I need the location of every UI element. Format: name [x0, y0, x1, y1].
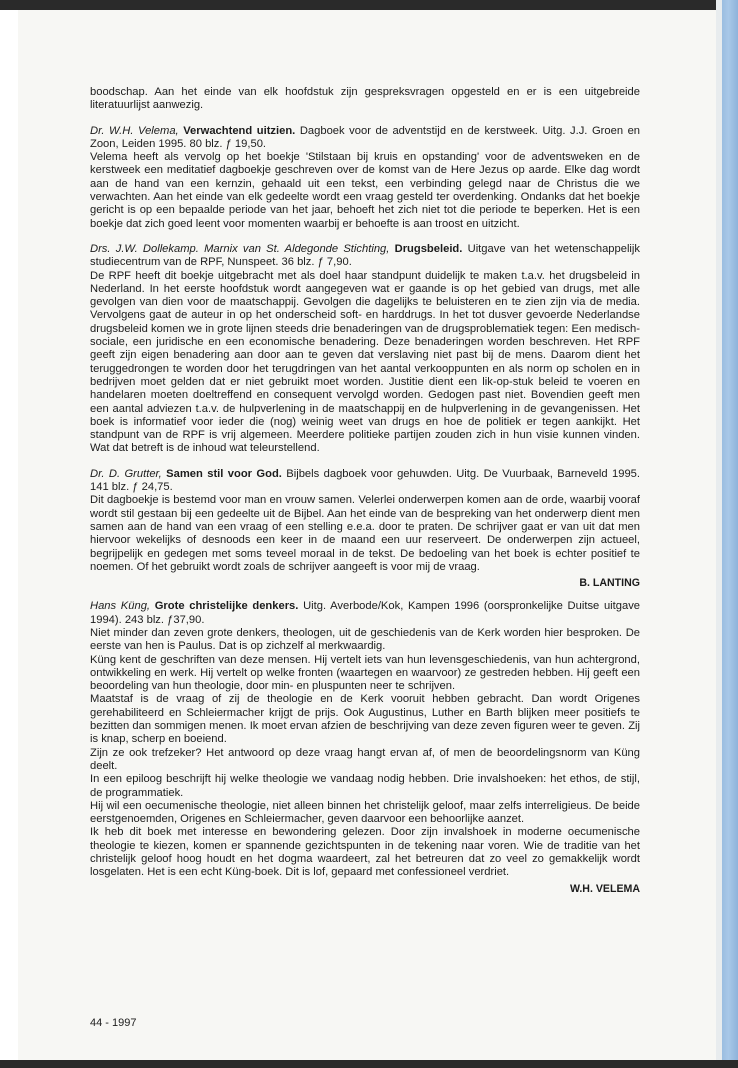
review-paragraph: In een epiloog beschrijft hij welke theologie we vandaag nodig hebben. Drie invalshoeken: het ethos, de stijl, de programmatiek. [90, 773, 640, 799]
review-publication-info: Dagboek voor de adventstijd en de kerstweek. Uitg. J.J. Groen en Zoon, Leiden 1995. 80 blz. ƒ 19,50. [90, 124, 641, 150]
review-title: Grote christelijke denkers. [154, 600, 299, 613]
review-author: Dr. W.H. Velema, [90, 124, 179, 137]
review-header [90, 125, 640, 152]
reviewer-signature: B. LANTING [579, 577, 640, 590]
review-author: Hans Küng, [90, 600, 151, 613]
review-author: Dr. D. Grutter, [90, 467, 162, 480]
page-footer: 44 - 1997 [90, 1017, 137, 1029]
review-paragraph: Maatstaf is de vraag of zij de theologie en de Kerk vooruit hebben gebracht. Dan wordt Origenes gerehabiliteerd en Schleiermacher krijgt de prijs. Ook Augustinus, Luther en Barth blijken meer positiefs te bezitten dan sommigen menen. Ik moet ervan afzien de beschrijving van deze zeven figuren weer te geven. Zij is knap, scherp en boeiend. [90, 693, 640, 746]
left-margin [0, 0, 18, 1068]
review-header [90, 600, 640, 627]
scan-top-edge [0, 0, 738, 10]
review-paragraph: Küng kent de geschriften van deze mensen. Hij vertelt iets van hun levensgeschiedenis, van hun achtergrond, ontwikkeling en werk. Hij vertelt op welke fronten (waartegen en waarvoor) ze gestreden hebben. Hij geeft een beoordeling van hun theologie, door min- en pluspunten neer te schrijven. [90, 653, 640, 693]
review-list [90, 125, 640, 896]
review-paragraph: Niet minder dan zeven grote denkers, theologen, uit de geschiedenis van de Kerk worden hier besproken. De eerste van hen is Paulus. Dat is op zichzelf al merkwaardig. [90, 626, 640, 653]
intro-block [90, 86, 640, 113]
review-publication-info: Uitgave van het wetenschappelijk studiecentrum van de RPF, Nunspeet. 36 blz. ƒ 7,90. [90, 242, 641, 269]
review-paragraph: Hij wil een oecumenische theologie, niet alleen binnen het christelijk geloof, maar zelfs interreligieus. De beide eerstgenoemden, Origenes en Schleiermacher, geven daarvoor een behoorlijke aanzet. [90, 799, 640, 826]
review-entry [90, 600, 640, 896]
review-publication-info: Bijbels dagboek voor gehuwden. Uitg. De Vuurbaak, Barneveld 1995. 141 blz. ƒ 24,75. [90, 467, 641, 494]
scan-right-strip [722, 0, 738, 1068]
review-entry [90, 125, 640, 231]
review-entry [90, 468, 640, 591]
review-title: Samen stil voor God. [166, 467, 282, 480]
page-content [90, 86, 640, 906]
review-author: Drs. J.W. Dollekamp. Marnix van St. Aldegonde Stichting, [90, 242, 390, 255]
review-header [90, 243, 640, 270]
intro-text: boodschap. Aan het einde van elk hoofdstuk zijn gespreksvragen opgesteld en er is een uitgebreide literatuurlijst aanwezig. [90, 86, 640, 112]
review-header [90, 468, 640, 495]
review-publication-info: Uitg. Averbode/Kok, Kampen 1996 (oorspronkelijke Duitse uitgave 1994). 243 blz. ƒ37,90. [90, 600, 641, 626]
review-paragraph: Ik heb dit boek met interesse en bewondering gelezen. Door zijn invalshoek in moderne oecumenische theologie te kiezen, komen er spannende gezichtspunten in de tekening naar voren. Wie de traditie van het christelijk geloof hoog houdt en het dogma waardeert, zal het betreuren dat zo veel zo gemakkelijk wordt losgelaten. Het is een echt Küng-boek. Dit is lof, gepaard met confessioneel verdriet. [90, 826, 640, 879]
review-paragraph: De RPF heeft dit boekje uitgebracht met als doel haar standpunt duidelijk te maken t.a.v. het drugsbeleid in Nederland. In het eerste hoofdstuk wordt aangegeven wat er gaande is op het gebied van drugs, met alle gevolgen van dien voor de maatschappij. Gevolgen die dagelijks te beluisteren en te zien zijn via de media. Vervolgens gaat de auteur in op het onderscheid soft- en harddrugs. In het tot dusver gevoerde Nederlandse drugsbeleid komen we in grote lijnen steeds drie benaderingen van de drugsproblematiek tegen: Een medisch-sociale, een juridische en een economische benadering. Deze benaderingen worden beschreven. Het RPF geeft zijn eigen benadering aan door aan te geven dat verslaving niet past bij de mens. Daarom dient het teruggedrongen te worden door het terugdringen van het aantal verkooppunten en als norm op scholen en in bedrijven moet gelden dat er niet gebruikt moet worden. Justitie dient een lik-op-stuk beleid te voeren en handelaren moeten doeltreffend en consequent vervolgd worden. Gedogen past niet. Bovendien geeft men een aantal adviezen t.a.v. de hulpverlening in de maatschappij en de hulpverlening in de gevangenissen. Het boek is informatief voor ieder die (nog) weinig weet van drugs en hoe de politiek er tegen aankijkt. Het standpunt van de RPF is vrij algemeen. Meerdere politieke partijen zouden zich in hun visie kunnen vinden. Wat dat betreft is de inhoud wat teleurstellend. [90, 269, 640, 455]
review-paragraph: Zijn ze ook trefzeker? Het antwoord op deze vraag hangt ervan af, of men de beoordelingsnorm van Küng deelt. [90, 746, 640, 772]
review-paragraph: Velema heeft als vervolg op het boekje 'Stilstaan bij kruis en opstanding' voor de adventsweken en de kerstweek een meditatief dagboekje geschreven over de komst van de Here Jezus op aarde. Elke dag wordt aan de hand van een kernzin, gehaald uit een tekst, een verbinding gelegd naar de Christus die we verwachten. Aan het einde van elk gedeelte wordt een vraag gesteld ter overdenking. Ondanks dat het boekje gericht is op een bepaalde periode van het jaar, behoeft het zich niet tot die periode te beperken. Het is een boekje dat zich goed leent voor momenten waarbij er behoefte is aan troost en uitzicht. [90, 151, 640, 230]
scan-bottom-edge [0, 1060, 738, 1068]
reviewer-signature: W.H. VELEMA [569, 882, 640, 895]
review-paragraph: Dit dagboekje is bestemd voor man en vrouw samen. Velerlei onderwerpen komen aan de orde, waarbij vooraf wordt stil gestaan bij een gedeelte uit de Bijbel. Aan het einde van de bespreking van het onderwerp dient men samen aan de hand van een vraag of een stelling e.e.a. door te praten. De schrijver gaat er van uit dat men hiervoor wekelijks of desnoods een keer in de maand een uur reserveert. De onderwerpen zijn actueel, begrijpelijk en gedegen met soms teveel moraal in de tekst. De bedoeling van het boek is echter positief te noemen. Of het gebruikt wordt zoals de schrijver aangeeft is voor mij de vraag. [90, 494, 640, 573]
review-entry [90, 243, 640, 456]
review-title: Drugsbeleid. [394, 242, 463, 255]
review-title: Verwachtend uitzien. [183, 124, 296, 137]
